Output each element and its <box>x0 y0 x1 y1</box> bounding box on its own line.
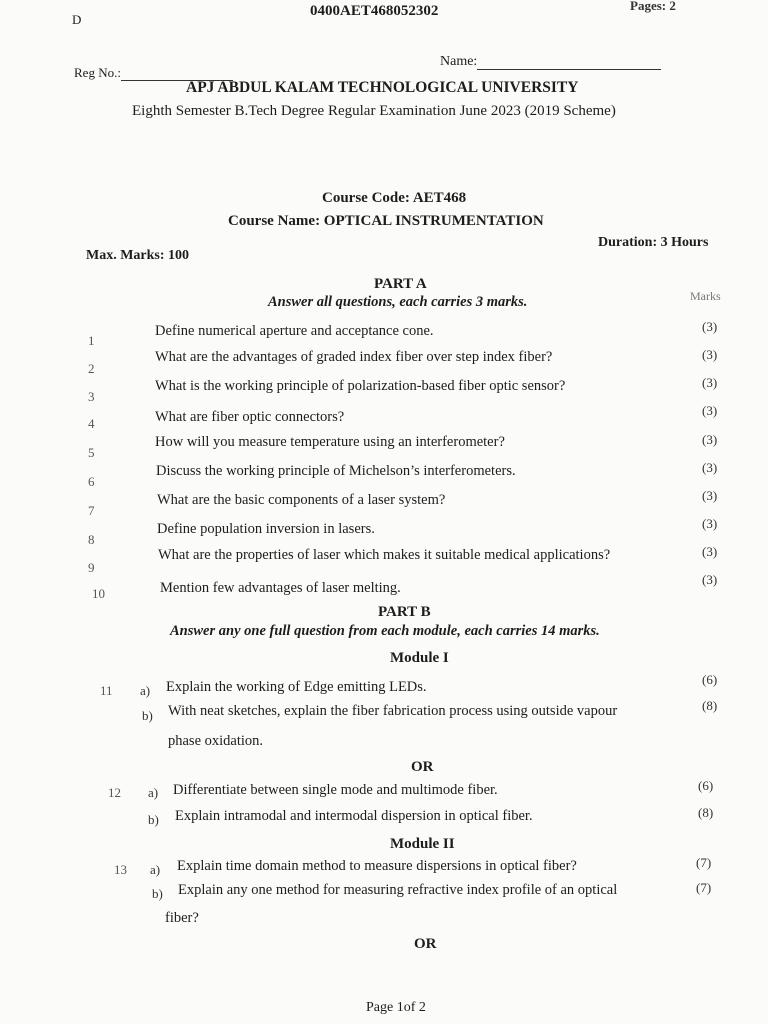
sub-question-text: With neat sketches, explain the fiber fabrication process using outside vapour <box>168 703 618 719</box>
question-number: 1 <box>88 333 95 348</box>
question-marks: (3) <box>702 516 718 531</box>
page-count: Pages: 2 <box>630 0 676 13</box>
sub-question-marks: (7) <box>696 880 712 895</box>
or-divider: OR <box>414 936 437 952</box>
question-number: 6 <box>88 474 95 489</box>
max-marks: Max. Marks: 100 <box>86 248 190 263</box>
paper-code: 0400AET468052302 <box>310 3 439 19</box>
page-footer: Page 1of 2 <box>366 1000 426 1015</box>
sub-question-marks: (8) <box>698 805 714 820</box>
question-text: What are fiber optic connectors? <box>155 409 345 425</box>
sub-question-text: Explain intramodal and intermodal dispersion in optical fiber. <box>175 808 533 824</box>
question-number: 7 <box>88 503 95 518</box>
reg-no-label: Reg No.: <box>74 65 121 80</box>
sub-question-label: a) <box>140 683 151 698</box>
part-a-title: PART A <box>374 276 427 292</box>
question-text: What are the advantages of graded index fiber over step index fiber? <box>155 349 553 365</box>
part-b-instruction: Answer any one full question from each module, each carries 14 marks. <box>170 623 600 639</box>
question-text: Discuss the working principle of Michelson’s interferometers. <box>156 463 516 479</box>
question-text: What are the properties of laser which makes it suitable medical applications? <box>158 547 611 563</box>
set-letter: D <box>72 12 82 27</box>
question-number: 5 <box>88 445 95 460</box>
part-b-title: PART B <box>378 604 431 620</box>
question-marks: (3) <box>702 319 718 334</box>
question-number: 11 <box>100 683 113 698</box>
question-number: 12 <box>108 785 121 800</box>
question-text: Define population inversion in lasers. <box>157 521 375 537</box>
duration: Duration: 3 Hours <box>598 235 709 250</box>
question-number: 3 <box>88 389 95 404</box>
question-text: Mention few advantages of laser melting. <box>160 580 401 596</box>
question-marks: (3) <box>702 460 718 475</box>
sub-question-label: b) <box>152 886 163 901</box>
sub-question-marks: (8) <box>702 698 718 713</box>
course-name: Course Name: OPTICAL INSTRUMENTATION <box>228 213 544 229</box>
sub-question-label: b) <box>142 708 153 723</box>
question-marks: (3) <box>702 375 718 390</box>
sub-question-label: a) <box>150 862 161 877</box>
question-number: 4 <box>88 416 95 431</box>
sub-question-text: Differentiate between single mode and multimode fiber. <box>173 782 498 798</box>
question-marks: (3) <box>702 572 718 587</box>
question-number: 13 <box>114 862 127 877</box>
question-text: Define numerical aperture and acceptance cone. <box>155 323 434 339</box>
question-number: 9 <box>88 560 95 575</box>
question-marks: (3) <box>702 347 718 362</box>
sub-question-marks: (7) <box>696 855 712 870</box>
sub-question-text-cont: phase oxidation. <box>168 733 264 749</box>
course-code: Course Code: AET468 <box>322 190 467 206</box>
part-a-instruction: Answer all questions, each carries 3 marks. <box>268 294 528 310</box>
sub-question-text: Explain any one method for measuring refractive index profile of an optical <box>178 882 618 898</box>
sub-question-text: Explain time domain method to measure dispersions in optical fiber? <box>177 858 577 874</box>
exam-title: Eighth Semester B.Tech Degree Regular Examination June 2023 (2019 Scheme) <box>132 103 616 119</box>
sub-question-text-cont: fiber? <box>165 910 199 926</box>
module-2-title: Module II <box>390 836 455 852</box>
sub-question-marks: (6) <box>698 778 714 793</box>
sub-question-label: b) <box>148 812 159 827</box>
question-marks: (3) <box>702 403 718 418</box>
question-number: 2 <box>88 361 95 376</box>
question-text: What are the basic components of a laser system? <box>157 492 446 508</box>
question-marks: (3) <box>702 544 718 559</box>
question-text: How will you measure temperature using an interferometer? <box>155 434 505 450</box>
question-marks: (3) <box>702 488 718 503</box>
sub-question-label: a) <box>148 785 159 800</box>
university-title: APJ ABDUL KALAM TECHNOLOGICAL UNIVERSITY <box>186 79 579 96</box>
or-divider: OR <box>411 759 434 775</box>
sub-question-marks: (6) <box>702 672 718 687</box>
name-label: Name: <box>440 54 478 69</box>
sub-question-text: Explain the working of Edge emitting LEDs. <box>166 679 427 695</box>
question-number: 10 <box>92 586 105 601</box>
question-text: What is the working principle of polarization-based fiber optic sensor? <box>155 378 566 394</box>
marks-header: Marks <box>690 289 721 303</box>
name-blank <box>477 69 661 70</box>
name-field <box>440 54 661 70</box>
question-number: 8 <box>88 532 95 547</box>
module-1-title: Module I <box>390 650 449 666</box>
question-marks: (3) <box>702 432 718 447</box>
